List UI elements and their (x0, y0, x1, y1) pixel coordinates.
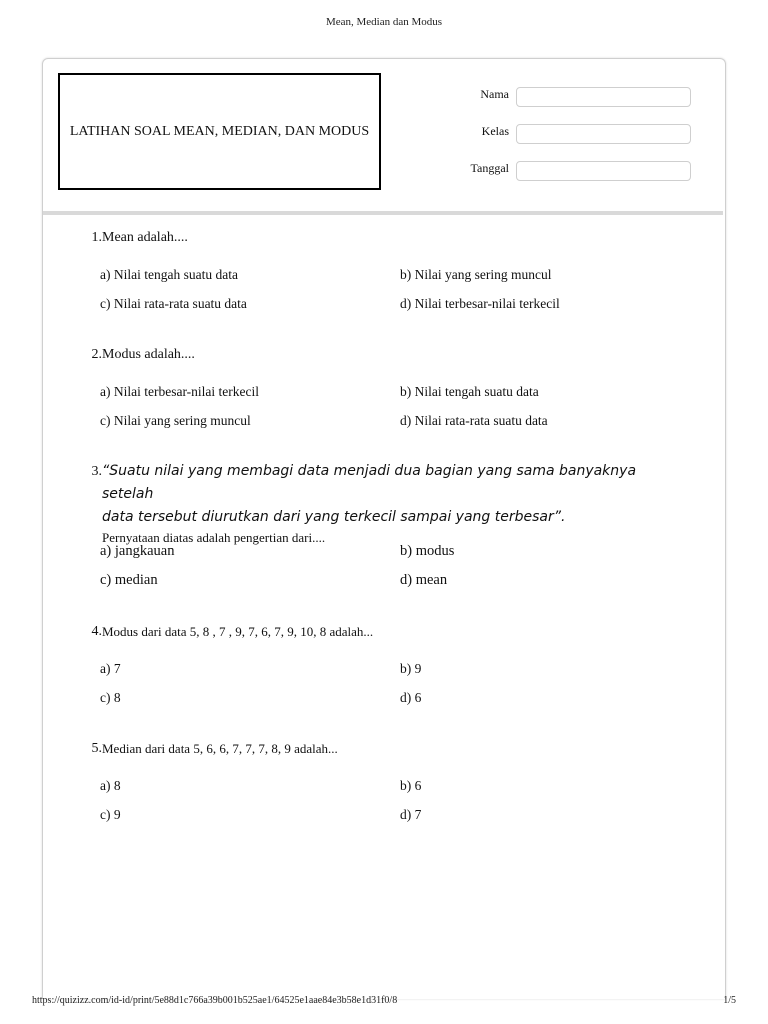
option-b[interactable]: b) modus (400, 543, 455, 559)
question-text: Modus dari data 5, 8 , 7 , 9, 7, 6, 7, 9, 10, 8 adalah... (102, 624, 374, 639)
question-text: Mean adalah.... (102, 230, 188, 245)
option-c[interactable]: c) 9 (100, 807, 121, 822)
option-a[interactable]: a) Nilai terbesar-nilai terkecil (100, 384, 260, 399)
option-d[interactable]: d) 6 (400, 690, 422, 705)
question-number: 5. (91, 741, 102, 756)
option-b[interactable]: b) 6 (400, 778, 422, 793)
option-d[interactable]: d) mean (400, 572, 448, 588)
option-a[interactable]: a) 7 (100, 661, 121, 676)
print-title: Mean, Median dan Modus (325, 16, 443, 28)
question-number: 4. (91, 624, 102, 639)
worksheet-title: LATIHAN SOAL MEAN, MEDIAN, DAN MODUS (58, 73, 381, 190)
question-3 (58, 460, 678, 546)
quote-line-1: “Suatu nilai yang membagi data menjadi dua bagian yang sama banyaknya setelah (102, 463, 637, 502)
option-b[interactable]: b) Nilai tengah suatu data (400, 384, 539, 399)
class-input[interactable] (516, 124, 691, 144)
question-5 (58, 741, 678, 757)
question-number: 2. (91, 347, 102, 362)
option-d[interactable]: d) Nilai rata-rata suatu data (400, 413, 548, 428)
question-4 (58, 624, 678, 640)
footer-page-number: 1/5 (723, 995, 736, 1006)
name-input[interactable] (516, 87, 691, 107)
question-text: Modus adalah.... (102, 347, 195, 362)
option-b[interactable]: b) 9 (400, 661, 422, 676)
option-d[interactable]: d) Nilai terbesar-nilai terkecil (400, 296, 560, 311)
question-text: Pernyataan diatas adalah pengertian dari.... (102, 530, 326, 545)
quote-line-2: data tersebut diurutkan dari yang terkecil sampai yang terbesar”. (102, 509, 566, 525)
question-number: 1. (91, 230, 102, 245)
date-label: Tanggal (470, 161, 509, 175)
question-number: 3. (91, 464, 102, 479)
option-c[interactable]: c) Nilai rata-rata suatu data (100, 296, 247, 311)
option-a[interactable]: a) jangkauan (100, 543, 175, 559)
name-label: Nama (480, 87, 509, 101)
option-d[interactable]: d) 7 (400, 807, 422, 822)
question-1 (58, 230, 678, 246)
option-c[interactable]: c) 8 (100, 690, 121, 705)
date-input[interactable] (516, 161, 691, 181)
option-a[interactable]: a) Nilai tengah suatu data (100, 267, 238, 282)
worksheet-header (43, 59, 723, 215)
option-c[interactable]: c) Nilai yang sering muncul (100, 413, 251, 428)
option-a[interactable]: a) 8 (100, 778, 121, 793)
option-c[interactable]: c) median (100, 572, 158, 588)
footer-url[interactable]: https://quizizz.com/id-id/print/5e88d1c766a39b001b525ae1/64525e1aae84e3b58e1d31f0/8 (32, 995, 398, 1006)
question-text: Median dari data 5, 6, 6, 7, 7, 7, 8, 9 adalah... (102, 741, 338, 756)
class-label: Kelas (481, 124, 509, 138)
question-2 (58, 347, 678, 363)
option-b[interactable]: b) Nilai yang sering muncul (400, 267, 552, 282)
